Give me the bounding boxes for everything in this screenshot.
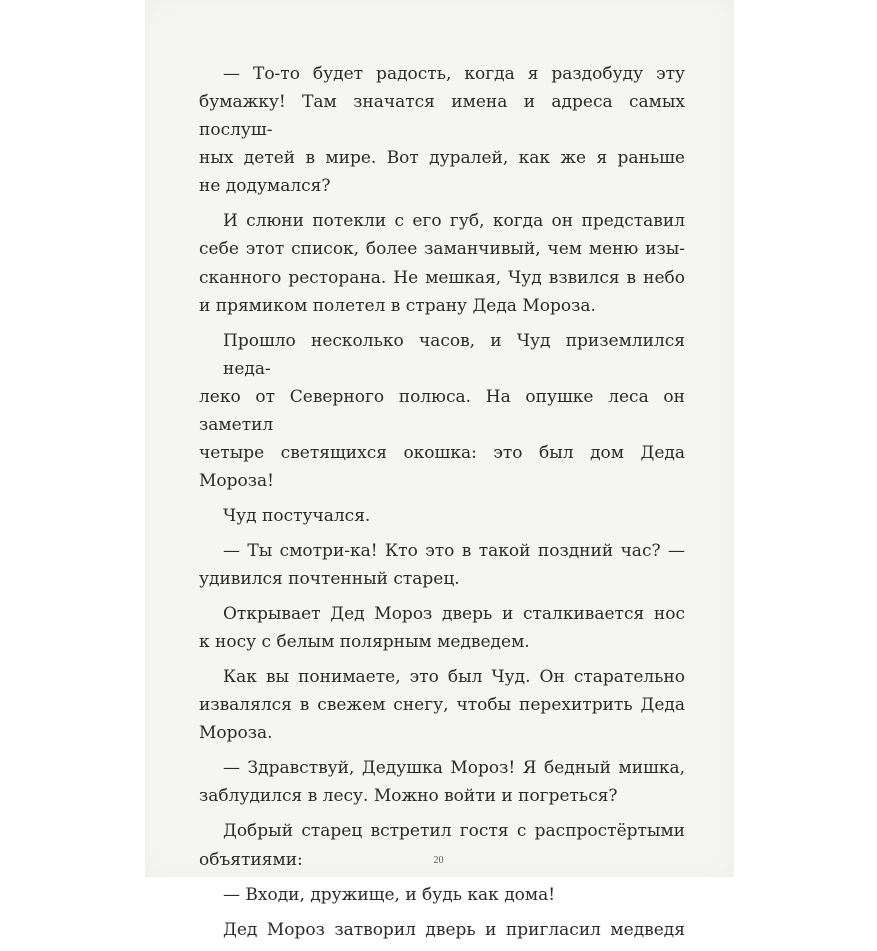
paragraph-4 (199, 502, 685, 530)
text-line: объятиями: (199, 849, 303, 870)
paragraph-7 (199, 663, 685, 747)
page-number: 20 (433, 855, 444, 866)
text-line: леко от Северного полюса. На опушке леса он заметил (199, 386, 685, 435)
paragraph-11 (199, 916, 685, 944)
paragraph-5 (199, 537, 685, 593)
text-line: бумажку! Там значатся имена и адреса самых послуш- (199, 92, 685, 141)
text-line: Открывает Дед Мороз дверь и сталкивается нос (223, 604, 685, 625)
paragraph-8 (199, 754, 685, 810)
text-line: — То-то будет радость, когда я раздобуду эту (223, 64, 685, 84)
paragraph-6 (199, 600, 685, 656)
text-line: не додумался? (199, 176, 331, 197)
text-line: Как вы понимаете, это был Чуд. Он старательно (223, 667, 685, 688)
text-line: к носу с белым полярным медведем. (199, 632, 530, 653)
text-line: Добрый старец встретил гостя с распростёртыми (223, 821, 685, 842)
text-line: удивился почтенный старец. (199, 569, 460, 590)
paragraph-3 (199, 327, 685, 496)
text-line: Мороза. (199, 723, 273, 744)
text-line: заблудился в лесу. Можно войти и погреться? (199, 786, 618, 807)
text-line: Чуд постучался. (223, 506, 371, 527)
paragraph-1 (199, 60, 685, 200)
text-line: — Здравствуй, Дедушка Мороз! Я бедный мишка, (223, 758, 685, 779)
text-line: — Входи, дружище, и будь как дома! (223, 884, 556, 905)
text-line: ных детей в мире. Вот дуралей, как же я раньше (199, 148, 685, 169)
text-line: четыре светящихся окошка: это был дом Деда Мороза! (199, 443, 685, 492)
text-line: — Ты смотри-ка! Кто это в такой поздний час? — (223, 541, 685, 562)
text-line: и прямиком полетел в страну Деда Мороза. (199, 295, 596, 316)
text-line: извалялся в свежем снегу, чтобы перехитрить Деда (199, 695, 685, 716)
text-line: Прошло несколько часов, и Чуд приземлился неда- (223, 330, 685, 379)
text-line: Дед Мороз затворил дверь и пригласил медведя (223, 919, 685, 940)
text-line: себе этот список, более заманчивый, чем меню изы- (199, 239, 685, 260)
text-line: И слюни потекли с его губ, когда он представил (223, 211, 685, 232)
text-line: сканного ресторана. Не мешкая, Чуд взвился в небо (199, 267, 685, 288)
page-text (199, 60, 685, 951)
paragraph-10 (199, 881, 685, 909)
paragraph-2 (199, 207, 685, 319)
